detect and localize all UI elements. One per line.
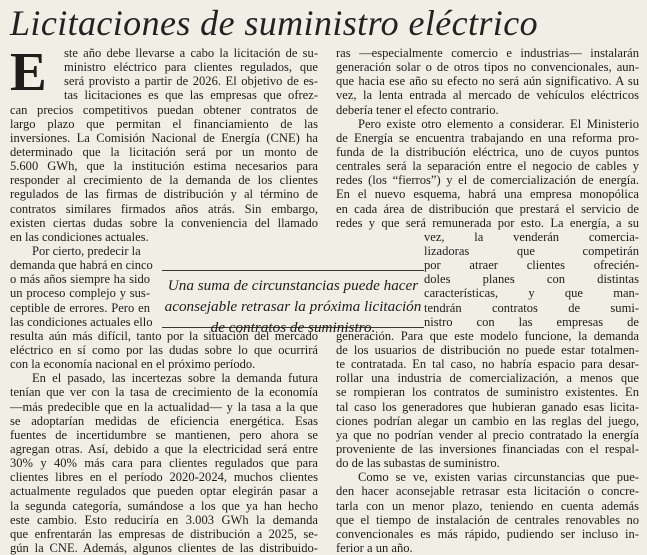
text-line: Pero existe otro elemento a considerar. El Ministerio [358,116,639,131]
text-line: do de las subastas de suministro. [336,456,500,471]
text-line: tarla con un menor plazo, teniendo en cuenta además [336,498,639,513]
text-line: se adoptarían medidas de eficiencia energética. Esas [10,413,318,428]
pull-quote-line: de contratos de suministro. [210,319,376,336]
text-line: responder al crecimiento de la demanda de los clientes [10,173,318,188]
text-line: En el pasado, las incertezas sobre la demanda futura [32,371,318,386]
text-line: ferior a un año. [336,540,413,555]
text-line: rollar una industria de comercialización, a menos que [336,371,639,386]
text-line: centrales será la separación entre el negocio de cables y [336,159,639,174]
text-line: existen ciertas dudas sobre la conveniencia del llamado [10,215,318,230]
text-line: será provisto a partir de 2026. El objetivo de es- [64,74,318,89]
text-line: 5.600 GWh, que la institución estima necesarios para [10,159,318,174]
text-line: ciones podrían alegar un cambio en las reglas del juego, [336,413,639,428]
text-line: convencionales es más rápido, pudiendo ser incluso in- [336,526,639,541]
text-line: agregan otras. Así, debido a que la electricidad será entre [10,441,318,456]
text-line: de Energía se encuentra trabajando en una reforma pro- [336,130,639,145]
text-line: tas licitaciones es que las empresas que ofrez- [64,88,318,103]
text-line: —más predecible que en la actualidad— y la tasa a la que [10,399,318,414]
text-line: can precios competitivos puedan obtener contratos de [10,102,318,117]
text-line: generación solar o de otros tipos no convencionales, aun- [336,60,639,75]
headline: Licitaciones de suministro eléctrico [10,3,538,43]
text-line: doles planes con distintas [424,272,639,287]
text-line: este cambio. Esto reduciría en 3.003 GWh la demanda [10,512,318,527]
text-line: ceptible de errores. Pero en [10,300,150,315]
text-line: redes (los “fierros”) y el de comercialización de energía. [336,173,639,188]
text-line: redes y que será remunerada por esto. La energía, a su [336,215,639,230]
text-line: Como se ve, existen varias circunstancias que pue- [358,470,639,485]
text-line: largo plazo que permitan el financiamiento de las [10,116,318,131]
text-line: vez, la lenta entrada al mercado de vehículos eléctricos [336,88,639,103]
text-line: que hacia ese año su efecto no será aún significativo. A su [336,74,639,89]
text-line: por atraer clientes ofrecién- [424,258,639,273]
text-line: ras —especialmente comercio e industrias— instalarán [336,46,639,60]
text-line: contratos similares firmados años atrás. Sin embargo, [10,201,318,216]
text-line: regulados de las firmas de distribución y al término de [10,187,318,202]
text-line: Por cierto, predecir la [32,243,141,258]
text-line: ya que no podrían vender al precio contratado la energía [336,427,639,442]
text-line: determinado que la licitación será por un monto de [10,144,318,159]
text-line: funda de la distribución eléctrica, uno de cuyos puntos [336,144,639,159]
text-line: den hacer aconsejable retrasar esta licitación o concre- [336,484,639,499]
text-line: clientes libres en el período 2020-2024, muchos clientes [10,470,318,485]
text-line: ministro eléctrico para clientes regulados, que [64,60,318,75]
text-line: un proceso complejo y sus- [10,286,150,301]
text-line: tenían que ver con la tasa de crecimiento de la economía [10,385,318,400]
text-line: 30% y 40% más cara para clientes regulados que para [10,456,318,471]
text-line: debería tener el efecto contrario. [336,102,499,117]
text-line: en cada área de distribución que prestará el servicio de [336,201,639,216]
text-line: la segunda categoría, sumándose a los que ya han hecho [10,498,318,513]
text-line: con la economía nacional en el próximo período. [10,357,256,372]
text-line: En el nuevo esquema, habrá una empresa monopólica [336,187,639,202]
text-line: que enfrentarán las empresas de distribución a 2025, se- [10,526,318,541]
text-line: tal caso los generadores que hubieran ganado esas licita- [336,399,639,414]
text-line: que el tiempo de instalación de centrales renovables no [336,512,639,527]
text-line: en las condiciones actuales. [10,229,149,244]
text-line: vez, la venderán comercia- [424,229,639,244]
text-line: eléctrico en sí como por las dudas sobre lo que ocurrirá [10,342,318,357]
text-line: actualmente regulados que pueden optar elegirán pasar a [10,484,318,499]
text-line: fuentes de incertidumbre se mantienen, pero ahora se [10,427,318,442]
text-line: tendrán contratos de sumi- [424,300,639,315]
text-line: o más años siempre ha sido [10,272,150,287]
text-line: lizadoras que competirán [424,243,639,258]
text-line: las condiciones actuales ello [10,314,153,329]
text-line: inversiones. La Comisión Nacional de Energía (CNE) ha [10,130,318,145]
text-line: proveniente de las inversiones financiadas con el respal- [336,441,639,456]
text-line: ste año debe llevarse a cabo la licitación de su- [64,46,318,60]
text-line: nistro con las empresas de [424,314,639,329]
text-line: generación. Para que este modelo funcione, la demanda [336,328,639,343]
text-line: gún la CNE. Además, algunos clientes de las distribuido- [10,540,318,555]
text-line: te contratada. En tal caso, no habría espacio para desar- [336,357,639,372]
pull-quote [162,270,424,336]
pull-quote-line: Una suma de circunstancias puede hacer [167,277,419,294]
text-line: de los usuarios de distribución no puede estar totalmen- [336,342,639,357]
text-line: se rompieran los contratos de suministro existentes. En [336,385,639,400]
pull-quote-line: aconsejable retrasar la próxima licitación [164,298,422,315]
text-line: demanda que habrá en cinco [10,258,153,273]
text-line: resulta aún más difícil, tanto por la situación del mercado [10,328,318,343]
text-line: características, y que man- [424,286,639,301]
dropcap: E [10,41,47,102]
